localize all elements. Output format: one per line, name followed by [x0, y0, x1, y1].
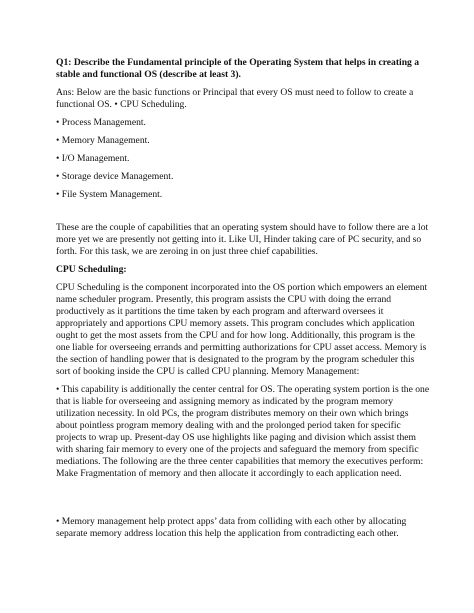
cpu-paragraph-line: the section of handling power that is designated to the program by the program scheduler this	[56, 354, 415, 365]
answer-intro-line: Ans: Below are the basic functions or Principal that every OS must need to follow to create a	[56, 87, 414, 98]
summary-line: forth. For this task, we are zeroing in on just three chief capabilities.	[56, 246, 318, 257]
bullet-item: • File System Management.	[56, 189, 163, 200]
cpu-paragraph-line: sort of booking inside the CPU is called CPU planning. Memory Management:	[56, 366, 360, 377]
section-heading: CPU Scheduling:	[56, 264, 127, 275]
bullet-item: • I/O Management.	[56, 153, 130, 164]
protect-paragraph-line: • Memory management help protect apps’ data from colliding with each other by allocating	[56, 516, 407, 527]
answer-intro-line: functional OS. • CPU Scheduling.	[56, 99, 187, 110]
bullet-item: • Storage device Management.	[56, 171, 174, 182]
bullet-item: • Memory Management.	[56, 135, 150, 146]
cpu-paragraph-line: one liable for overseeing errands and permitting authorizations for CPU asset access. Memory is	[56, 342, 427, 353]
summary-line: more yet we are presently not getting into it. Like UI, Hinder taking care of PC security, and so	[56, 234, 422, 245]
cpu-paragraph-line: ought to get the most assets from the CPU and for how long. Additionally, this program is the	[56, 330, 415, 341]
memory-paragraph-line: utilization necessity. In old PCs, the program distributes memory on their own which brings	[56, 408, 409, 419]
question-line: stable and functional OS (describe at least 3).	[56, 69, 241, 80]
memory-paragraph-line: projects to wrap up. Present-day OS use highlights like paging and division which assist them	[56, 432, 416, 443]
memory-paragraph-line: that is liable for overseeing and assigning memory as indicated by the program memory	[56, 396, 394, 407]
memory-paragraph-line: with sharing fair memory to every one of the projects and safeguard the memory from specific	[56, 444, 419, 455]
memory-paragraph-line: mediations. The following are the three center capabilities that memory the executives perform:	[56, 456, 424, 467]
cpu-paragraph-line: productively as it partitions the time taken by each program and afterward oversees it	[56, 306, 384, 317]
memory-paragraph-line: Make Fragmentation of memory and then allocate it accordingly to each application need.	[56, 468, 402, 479]
memory-paragraph-line: • This capability is additionally the center central for OS. The operating system portion is the one	[56, 384, 430, 395]
question-line: Q1: Describe the Fundamental principle of the Operating System that helps in creating a	[56, 57, 420, 68]
cpu-paragraph-line: CPU Scheduling is the component incorporated into the OS portion which empowers an element	[56, 282, 428, 293]
summary-line: These are the couple of capabilities that an operating system should have to follow there are a lot	[56, 222, 429, 233]
memory-paragraph-line: about pointless program memory dealing with and the prolonged period taken for specific	[56, 420, 401, 431]
protect-paragraph-line: separate memory address location this help the application from contradicting each other.	[56, 528, 399, 539]
cpu-paragraph-line: name scheduler program. Presently, this program assists the CPU with doing the errand	[56, 294, 392, 305]
cpu-paragraph-line: appropriately and apportions CPU memory assets. This program concludes which application	[56, 318, 415, 329]
bullet-item: • Process Management.	[56, 117, 146, 128]
